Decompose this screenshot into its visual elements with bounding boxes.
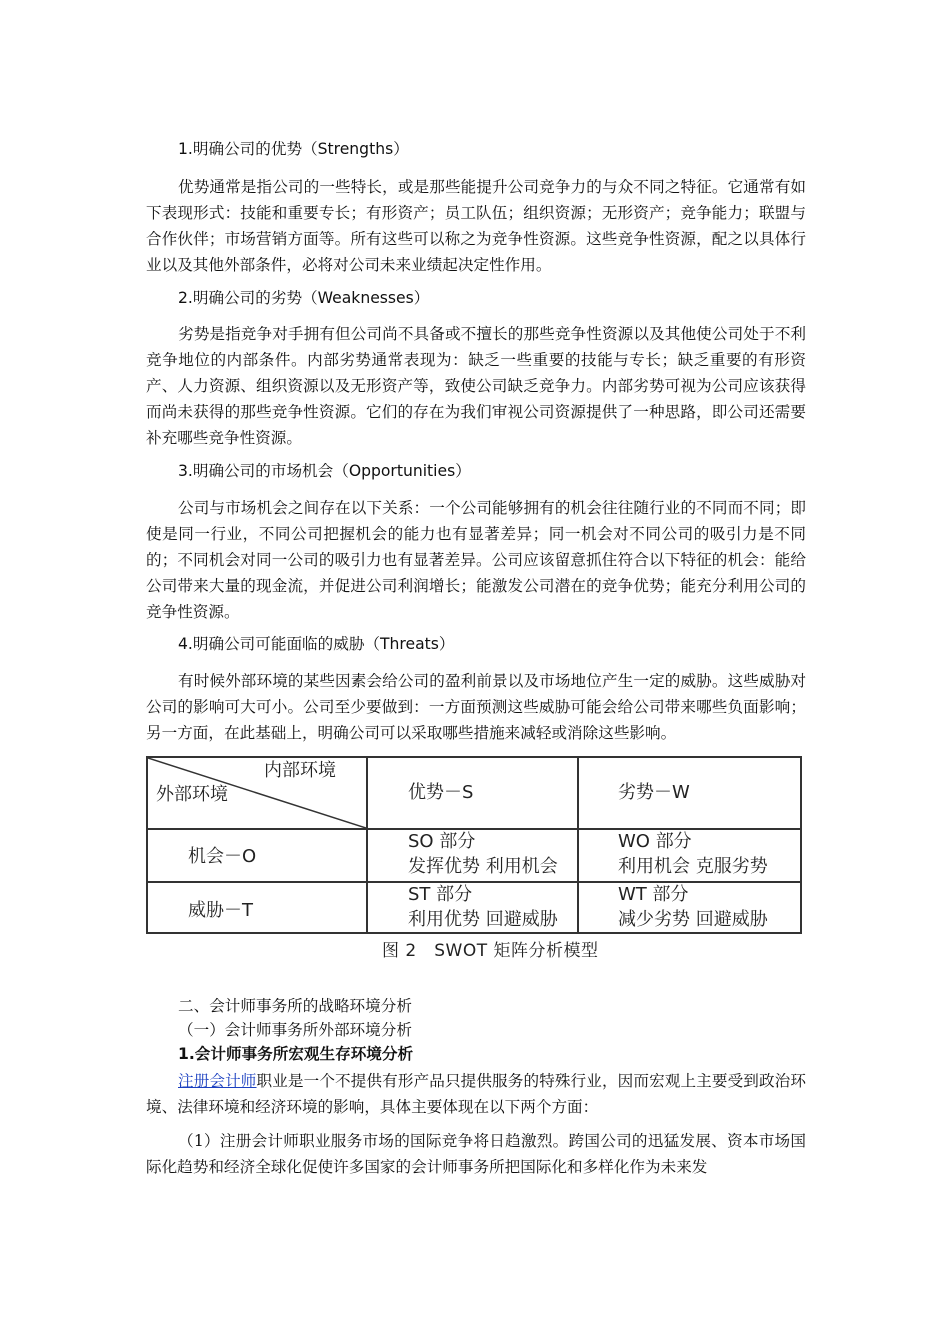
row-header-threats: 威胁－T (188, 900, 253, 921)
so-cell-title: SO 部分 (408, 831, 476, 852)
st-cell-body: 利用优势 回避威胁 (408, 909, 558, 930)
macro-environment-paragraph (146, 1068, 806, 1120)
st-cell-title: ST 部分 (408, 884, 473, 905)
table-divider (577, 758, 579, 932)
subsubsection-title: 1.会计师事务所宏观生存环境分析 (178, 1045, 414, 1063)
swot-matrix-table (146, 756, 802, 934)
wo-cell-title: WO 部分 (618, 831, 692, 852)
row-header-opportunities: 机会－O (188, 846, 257, 867)
corner-internal-label: 内部环境 (264, 760, 336, 781)
wo-cell-body: 利用机会 克服劣势 (618, 856, 768, 877)
column-header-strengths: 优势－S (408, 782, 474, 803)
corner-external-label: 外部环境 (156, 784, 228, 805)
table-divider (148, 881, 800, 883)
subsection-title: （一）会计师事务所外部环境分析 (178, 1021, 412, 1039)
strengths-paragraph: 优势通常是指公司的一些特长，或是那些能提升公司竞争力的与众不同之特征。它通常有如下表现形式：技能和重要专长；有形资产；员工队伍；组织资源；无形资产；竞争能力；联盟与合作伙伴；市场营销方面等。所有这些可以称之为竞争性资源。这些竞争性资源，配之以具体行业以及其他外部条件，必将对公司未来业绩起决定性作用。 (146, 178, 806, 274)
opportunities-heading: 3.明确公司的市场机会（Opportunities） (178, 462, 471, 480)
opportunities-paragraph: 公司与市场机会之间存在以下关系：一个公司能够拥有的机会往往随行业的不同而不同；即使是同一行业，不同公司把握机会的能力也有显著差异；同一机会对不同公司的吸引力是不同的；不同机会对同一公司的吸引力也有显著差异。公司应该留意抓住符合以下特征的机会：能给公司带来大量的现金流，并促进公司利润增长；能激发公司潜在的竞争优势；能充分利用公司的竞争性资源。 (146, 499, 806, 621)
wt-cell-title: WT 部分 (618, 884, 689, 905)
weaknesses-heading: 2.明确公司的劣势（Weaknesses） (178, 289, 430, 307)
cpa-link[interactable]: 注册会计师 (178, 1072, 257, 1090)
figure-caption: 图 2 SWOT 矩阵分析模型 (382, 941, 599, 961)
paragraph-text: 职业是一个不提供有形产品只提供服务的特殊行业，因而宏观上主要受到政治环境、法律环境和经济环境的影响，具体主要体现在以下两个方面： (146, 1072, 806, 1116)
strengths-heading: 1.明确公司的优势（Strengths） (178, 140, 409, 158)
threats-heading: 4.明确公司可能面临的威胁（Threats） (178, 635, 455, 653)
so-cell-body: 发挥优势 利用机会 (408, 856, 558, 877)
competition-paragraph: （1）注册会计师职业服务市场的国际竞争将日趋激烈。跨国公司的迅猛发展、资本市场国际化趋势和经济全球化促使许多国家的会计师事务所把国际化和多样化作为未来发 (146, 1132, 806, 1176)
threats-paragraph: 有时候外部环境的某些因素会给公司的盈利前景以及市场地位产生一定的威胁。这些威胁对公司的影响可大可小。公司至少要做到：一方面预测这些威胁可能会给公司带来哪些负面影响；另一方面，在此基础上，明确公司可以采取哪些措施来减轻或消除这些影响。 (146, 672, 806, 742)
wt-cell-body: 减少劣势 回避威胁 (618, 909, 768, 930)
table-divider (366, 758, 368, 932)
section-title: 二、会计师事务所的战略环境分析 (178, 997, 412, 1015)
weaknesses-paragraph: 劣势是指竞争对手拥有但公司尚不具备或不擅长的那些竞争性资源以及其他使公司处于不利竞争地位的内部条件。内部劣势通常表现为：缺乏一些重要的技能与专长；缺乏重要的有形资产、人力资源、组织资源以及无形资产等，致使公司缺乏竞争力。内部劣势可视为公司应该获得而尚未获得的那些竞争性资源。它们的存在为我们审视公司资源提供了一种思路，即公司还需要补充哪些竞争性资源。 (146, 325, 806, 447)
column-header-weaknesses: 劣势－W (618, 782, 690, 803)
